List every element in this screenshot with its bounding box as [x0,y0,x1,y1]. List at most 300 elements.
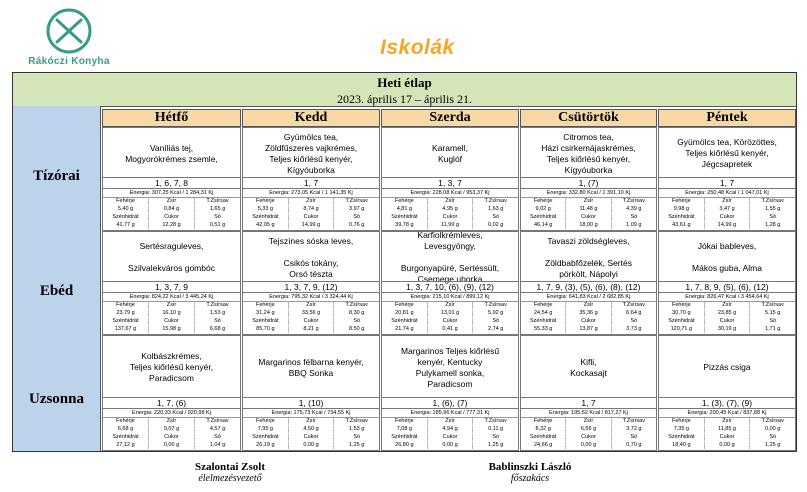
nutrient-cell: Zsír [288,302,334,309]
nutrient-cell: 30,70 g [672,310,691,316]
nutrient-cell: 0,00 g [288,442,334,449]
nutrient-labels [521,302,656,309]
signature-right [440,461,620,484]
nutrient-labels [521,434,656,441]
plate-cutlery-icon [14,6,124,56]
nutrient-values [103,310,240,317]
nutrient-cell: Só [611,214,656,221]
day-header: Szerda [381,109,519,127]
nutrient-cell: Szénhidrát [530,434,557,440]
allergen-codes: 1, 3, 7, 9 [103,281,240,293]
nutrient-cell: 0,84 g [148,206,194,213]
nutrient-cell: 16,10 g [148,310,194,317]
nutrient-cell: 1,09 g [611,222,656,229]
nutrient-cell: Só [749,434,795,441]
nutrient-values [521,222,656,229]
nutrient-cell: T.Zsírsav [472,418,518,425]
nutrient-cell: T.Zsírsav [472,198,518,205]
nutrient-cell: Cukor [288,214,334,221]
nutrient-cell: T.Zsírsav [333,302,379,309]
nutrient-cell: Só [194,318,240,325]
nutrient-cell: Zsír [148,198,194,205]
nutrient-cell: Fehérje [256,418,275,424]
nutrient-cell: 8,74 g [288,206,334,213]
nutrient-cell: Fehérje [672,418,691,424]
nutrient-cell: Szénhidrát [530,318,557,324]
nutrient-cell: Szénhidrát [391,214,418,220]
nutrient-cell: T.Zsírsav [749,302,795,309]
nutrient-cell: T.Zsírsav [749,198,795,205]
nutrient-cell: Szénhidrát [112,318,139,324]
nutrient-cell: Fehérje [672,302,691,308]
nutrient-cell: 1,53 g [333,426,379,433]
nutrient-values [521,426,656,433]
nutrient-cell: 1,25 g [472,442,518,449]
signature-left [150,461,310,484]
nutrient-values [103,426,240,433]
menu-cell [381,335,519,451]
nutrient-values [382,326,518,333]
nutrient-cell: Zsír [704,302,750,309]
energy-value: Energia: 307,25 Kcal / 1 284,31 Kj [103,189,240,198]
menu-cell [242,335,380,451]
dish-text: Gyümölcs tea, Körözöttes, Teljes kiőrlésű kenyér, Jégcsapretek [677,137,777,169]
nutrient-cell: 11,48 g [565,206,610,213]
nutrient-cell: 5,92 g [472,310,518,317]
dish-text: Tavaszi zöldségleves, Zöldbabfőzelék, Sertés pörkölt, Nápolyi [545,235,632,279]
nutrient-cell: 0,11 g [472,426,518,433]
energy-value: Energia: 220,33 Kcal / 920,98 Kj [103,409,240,418]
nutrient-cell: 120,71 g [670,326,693,332]
signature-name: Szalontai Zsolt [195,461,265,473]
nutrient-cell: 12,28 g [148,222,194,229]
nutrient-cell: 24,54 g [533,310,553,316]
nutrient-cell: 55,33 g [533,326,553,332]
nutrient-labels [521,418,656,425]
nutrient-cell: Só [472,214,518,221]
nutrient-values [243,426,379,433]
nutrient-labels [521,318,656,325]
nutrient-cell: Szénhidrát [112,434,139,440]
nutrient-values [243,222,379,229]
nutrient-labels [382,418,518,425]
nutrient-cell: 0,00 g [427,442,473,449]
nutrient-cell: 39,78 g [395,222,414,228]
nutrient-cell: Fehérje [395,302,414,308]
dish-text: Karamell, Kuglóf [432,142,468,164]
nutrient-labels [103,434,240,441]
nutrient-cell: 1,28 g [749,222,795,229]
nutrient-labels [103,318,240,325]
nutrient-cell: 7,95 g [257,426,273,432]
nutrient-cell: Zsír [148,418,194,425]
nutrient-cell: 23,79 g [116,310,135,316]
nutrient-cell: Cukor [288,318,334,325]
nutrient-cell: Só [749,214,795,221]
nutrient-cell: Só [749,318,795,325]
nutrient-labels [521,198,656,205]
energy-value: Energia: 273,05 Kcal / 1 141,35 Kj [243,189,379,198]
nutrient-labels [659,198,795,205]
nutrient-cell: Szénhidrát [391,434,418,440]
nutrient-values [382,206,518,213]
nutrient-cell: 11,99 g [427,222,473,229]
nutrient-cell: Zsír [704,418,750,425]
nutrient-cell: Cukor [427,214,473,221]
nutrient-values [659,442,795,449]
menu-cell [658,127,796,231]
nutrient-labels [382,434,518,441]
nutrient-cell: Fehérje [395,418,414,424]
nutrient-cell: 41,77 g [116,222,135,228]
allergen-codes: 1, 3, 7 [382,177,518,189]
allergen-codes: 1, 7, 8, 9, (5), (6), (12) [659,281,795,293]
nutrient-values [659,326,795,333]
nutrient-cell: 30,19 g [704,326,750,333]
nutrient-values [521,442,656,449]
nutrient-cell: 18,00 g [565,222,610,229]
energy-value: Energia: 228,08 Kcal / 953,37 Kj [382,189,518,198]
nutrient-cell: 5,40 g [117,206,134,212]
nutrient-values [382,442,518,449]
allergen-codes: 1, (6), (7) [382,397,518,409]
nutrient-labels [243,214,379,221]
menu-cell [102,335,241,451]
nutrient-cell: T.Zsírsav [194,302,240,309]
nutrient-cell: 1,53 g [194,310,240,317]
nutrient-cell: Cukor [148,434,194,441]
allergen-codes: 1, 7, 9, (3), (5), (6), (8), (12) [521,281,656,293]
nutrient-cell: 35,36 g [565,310,610,317]
energy-value: Energia: 250,48 Kcal / 1 047,01 Kj [659,189,795,198]
nutrient-cell: 9,07 g [148,426,194,433]
nutrient-cell: Fehérje [672,198,691,204]
nutrient-cell: 4,95 g [427,206,473,213]
nutrient-labels [243,418,379,425]
nutrient-cell: Cukor [704,318,750,325]
nutrient-cell: 9,98 g [673,206,689,212]
nutrient-cell: Fehérje [256,302,275,308]
dish-text: Sertésraguleves, Szilvalekváros gombóc [128,241,215,273]
allergen-codes: 1, 6, 7, 8 [103,177,240,189]
nutrient-cell: Szénhidrát [252,434,279,440]
nutrient-labels [382,214,518,221]
nutrient-values [103,442,240,449]
nutrient-cell: Fehérje [116,198,135,204]
nutrient-values [521,326,656,333]
nutrient-cell: Zsír [427,418,473,425]
dish-text: Kolbászkrémes, Teljes kiőrlésű kenyér, Paradicsom [129,351,214,383]
dish-text: Margarinos Teljes kiőrlésű kenyér, Kentucky Pulykamell sonka, Paradicsom [400,345,500,389]
nutrient-cell: T.Zsírsav [611,302,656,309]
meal-label: Ebéd [39,283,74,299]
nutrient-values [659,426,795,433]
nutrient-cell: T.Zsírsav [749,418,795,425]
nutrient-cell: 3,47 g [704,206,750,213]
nutrient-cell: Szénhidrát [252,214,279,220]
allergen-codes: 1, 3, 7, 10, (6), (9), (12) [382,281,518,293]
nutrient-cell: T.Zsírsav [333,418,379,425]
nutrient-values [659,222,795,229]
nutrient-values [521,206,656,213]
nutrient-values [382,310,518,317]
nutrient-cell: Só [194,434,240,441]
nutrient-cell: 14,99 g [704,222,750,229]
nutrient-cell: 6,56 g [565,426,610,433]
nutrient-cell: 31,24 g [256,310,275,316]
menu-cell [102,231,241,335]
nutrient-cell: 8,30 g [333,310,379,317]
nutrient-labels [382,318,518,325]
nutrient-labels [521,214,656,221]
nutrient-cell: 5,33 g [257,206,273,212]
nutrient-cell: 0,00 g [148,442,194,449]
menu-dates: 2023. április 17 – április 21. [337,92,472,106]
dish-text: Pizzás csiga [703,362,751,372]
nutrient-values [521,310,656,317]
day-header: Kedd [242,109,380,127]
nutrient-values [382,426,518,433]
nutrient-cell: 13,87 g [565,326,610,333]
nutrient-cell: 0,70 g [611,442,656,449]
nutrient-cell: T.Zsírsav [194,418,240,425]
menu-cell [520,335,657,451]
energy-value: Energia: 175,73 Kcal / 734,55 Kj [243,409,379,418]
nutrient-labels [659,434,795,441]
nutrient-labels [243,318,379,325]
menu-cell [242,127,380,231]
logo-text: Rákóczi Konyha [28,56,110,67]
nutrient-cell: Zsír [704,198,750,205]
nutrient-cell: 15,98 g [148,326,194,333]
menu-cell [520,127,657,231]
nutrient-cell: Cukor [288,434,334,441]
nutrient-cell: Só [333,318,379,325]
menu-cell [381,127,519,231]
menu-cell [381,231,519,335]
nutrient-cell: Fehérje [256,198,275,204]
nutrient-cell: T.Zsírsav [611,198,656,205]
nutrient-labels [659,318,795,325]
nutrient-labels [659,418,795,425]
nutrient-labels [103,198,240,205]
signature-role: főszakács [510,473,550,484]
nutrient-cell: 8,21 g [288,326,334,333]
nutrient-cell: 6,64 g [611,310,656,317]
energy-value: Energia: 795,32 Kcal / 3 324,44 Kj [243,293,379,302]
menu-cell [658,335,796,451]
nutrient-cell: 3,97 g [333,206,379,213]
nutrient-cell: 13,01 g [427,310,473,317]
nutrient-cell: 42,05 g [256,222,275,228]
nutrient-cell: Cukor [565,434,610,441]
nutrient-cell: 7,08 g [396,426,412,432]
nutrient-values [243,310,379,317]
nutrient-cell: 4,94 g [427,426,473,433]
nutrient-cell: 85,70 g [256,326,275,332]
allergen-codes: 1, 3, 7, 9, (12) [243,281,379,293]
nutrient-cell: 1,55 g [749,206,795,213]
energy-value: Energia: 824,22 Kcal / 3 445,24 Kj [103,293,240,302]
dish-text: Tejszínes sóska leves, Csikós tokány, Orsó tészta [268,235,354,279]
allergen-codes: 1, 7 [521,397,656,409]
nutrient-cell: Szénhidrát [530,214,557,220]
energy-value: Energia: 641,83 Kcal / 2 682,85 Kj [521,293,656,302]
nutrient-cell: Zsír [565,198,610,205]
nutrient-cell: Cukor [427,434,473,441]
nutrient-cell: Cukor [565,318,610,325]
nutrient-values [103,326,240,333]
nutrient-cell: Cukor [427,318,473,325]
nutrient-values [659,310,795,317]
nutrient-cell: Szénhidrát [252,318,279,324]
day-header: Hétfő [102,109,241,127]
nutrient-cell: Cukor [148,318,194,325]
menu-cell [102,127,241,231]
nutrient-cell: Szénhidrát [668,434,695,440]
nutrient-cell: 0,00 g [749,426,795,433]
nutrient-cell: Só [611,318,656,325]
nutrient-cell: Cukor [148,214,194,221]
nutrient-cell: 2,74 g [472,326,518,333]
nutrient-cell: Só [472,434,518,441]
nutrient-cell: Fehérje [533,302,553,308]
dish-text: Kifli, Kockasajt [570,356,607,378]
nutrient-cell: T.Zsírsav [194,198,240,205]
nutrient-cell: 0,00 g [565,442,610,449]
nutrient-cell: 18,40 g [672,442,691,448]
nutrient-labels [103,214,240,221]
nutrient-cell: T.Zsírsav [333,198,379,205]
nutrient-cell: Szénhidrát [668,214,695,220]
nutrient-values [243,206,379,213]
nutrient-labels [659,214,795,221]
nutrient-cell: 33,56 g [288,310,334,317]
menu-cell [242,231,380,335]
nutrient-cell: Zsír [427,198,473,205]
nutrient-cell: 0,00 g [704,442,750,449]
nutrient-cell: Só [333,434,379,441]
nutrient-cell: Fehérje [116,418,135,424]
nutrient-values [103,206,240,213]
day-header: Péntek [658,109,796,127]
dish-text: Jókai bableves, Mákos guba, Alma [692,241,762,273]
nutrient-cell: Cukor [565,214,610,221]
meal-label: Uzsonna [28,391,84,407]
nutrient-cell: Zsír [288,198,334,205]
energy-value: Energia: 215,10 Kcal / 899,12 Kj [382,293,518,302]
nutrient-cell: Zsír [288,418,334,425]
nutrient-cell: 0,51 g [194,222,240,229]
nutrient-cell: 46,14 g [533,222,553,228]
dish-text: Citromos tea, Házi csirkemájaskrémes, Teljes kiőrlésű kenyér, Kígyóuborka [541,131,636,175]
nutrient-cell: 137,67 g [114,326,137,332]
day-header: Csütörtök [520,109,657,127]
signature-name: Bablinszki László [488,461,572,473]
nutrient-cell: T.Zsírsav [611,418,656,425]
nutrient-cell: 8,50 g [333,326,379,333]
nutrient-cell: Fehérje [533,198,553,204]
nutrient-cell: 5,15 g [749,310,795,317]
page-title: Iskolák [380,36,455,59]
energy-value: Energia: 332,80 Kcal / 1 391,10 Kj [521,189,656,198]
nutrient-cell: 3,72 g [611,426,656,433]
nutrient-cell: 24,66 g [533,442,553,448]
nutrient-labels [382,302,518,309]
nutrient-cell: Fehérje [533,418,553,424]
nutrient-cell: T.Zsírsav [472,302,518,309]
nutrient-cell: Cukor [704,214,750,221]
nutrient-cell: 26,19 g [256,442,275,448]
menu-cell [658,231,796,335]
nutrient-cell: 6,68 g [194,326,240,333]
nutrient-cell: Zsír [148,302,194,309]
meal-label: Tízórai [33,168,80,184]
nutrient-values [243,442,379,449]
allergen-codes: 1, 7 [659,177,795,189]
menu-title: Heti étlap [377,75,432,90]
energy-value: Energia: 826,47 Kcal / 3 454,64 Kj [659,293,795,302]
nutrient-cell: Cukor [704,434,750,441]
nutrient-cell: 1,65 g [194,206,240,213]
nutrient-cell: Zsír [565,418,610,425]
nutrient-cell: 4,81 g [396,206,412,212]
nutrient-values [659,206,795,213]
nutrient-cell: Szénhidrát [668,318,695,324]
nutrient-cell: 4,50 g [288,426,334,433]
nutrient-cell: 4,39 g [611,206,656,213]
allergen-codes: 1, 7, (6) [103,397,240,409]
nutrient-cell: Zsír [565,302,610,309]
menu-cell [520,231,657,335]
nutrient-cell: 27,12 g [116,442,135,448]
nutrient-labels [103,418,240,425]
nutrient-cell: 23,85 g [704,310,750,317]
nutrient-labels [382,198,518,205]
nutrient-cell: 1,71 g [749,326,795,333]
nutrient-cell: 14,99 g [288,222,334,229]
nutrient-cell: Só [472,318,518,325]
nutrient-cell: 1,25 g [749,442,795,449]
nutrient-labels [659,302,795,309]
nutrient-cell: 3,73 g [611,326,656,333]
dish-text: Vaníliás tej, Mogyorókrémes zsemle, [125,142,218,164]
nutrient-values [103,222,240,229]
nutrient-labels [243,302,379,309]
allergen-codes: 1, (7) [521,177,656,189]
allergen-codes: 1, (3), (7), (9) [659,397,795,409]
nutrient-labels [243,434,379,441]
dish-text: Margarinos félbarna kenyér, BBQ Sonka [258,356,364,378]
nutrient-cell: Só [194,214,240,221]
nutrient-cell: 6,68 g [117,426,134,432]
nutrient-labels [103,302,240,309]
nutrient-cell: Szénhidrát [112,214,139,220]
nutrient-cell: 0,76 g [333,222,379,229]
energy-value: Energia: 185,96 Kcal / 777,31 Kj [382,409,518,418]
nutrient-cell: 4,57 g [194,426,240,433]
nutrient-cell: 8,32 g [535,426,551,432]
nutrient-cell: 1,63 g [472,206,518,213]
menu-frame [12,72,797,452]
nutrient-cell: 0,41 g [427,326,473,333]
nutrient-cell: 1,04 g [194,442,240,449]
nutrient-cell: 21,74 g [395,326,414,332]
allergen-codes: 1, 7 [243,177,379,189]
menu-header [13,73,796,107]
nutrient-values [243,326,379,333]
nutrient-cell: Fehérje [116,302,135,308]
